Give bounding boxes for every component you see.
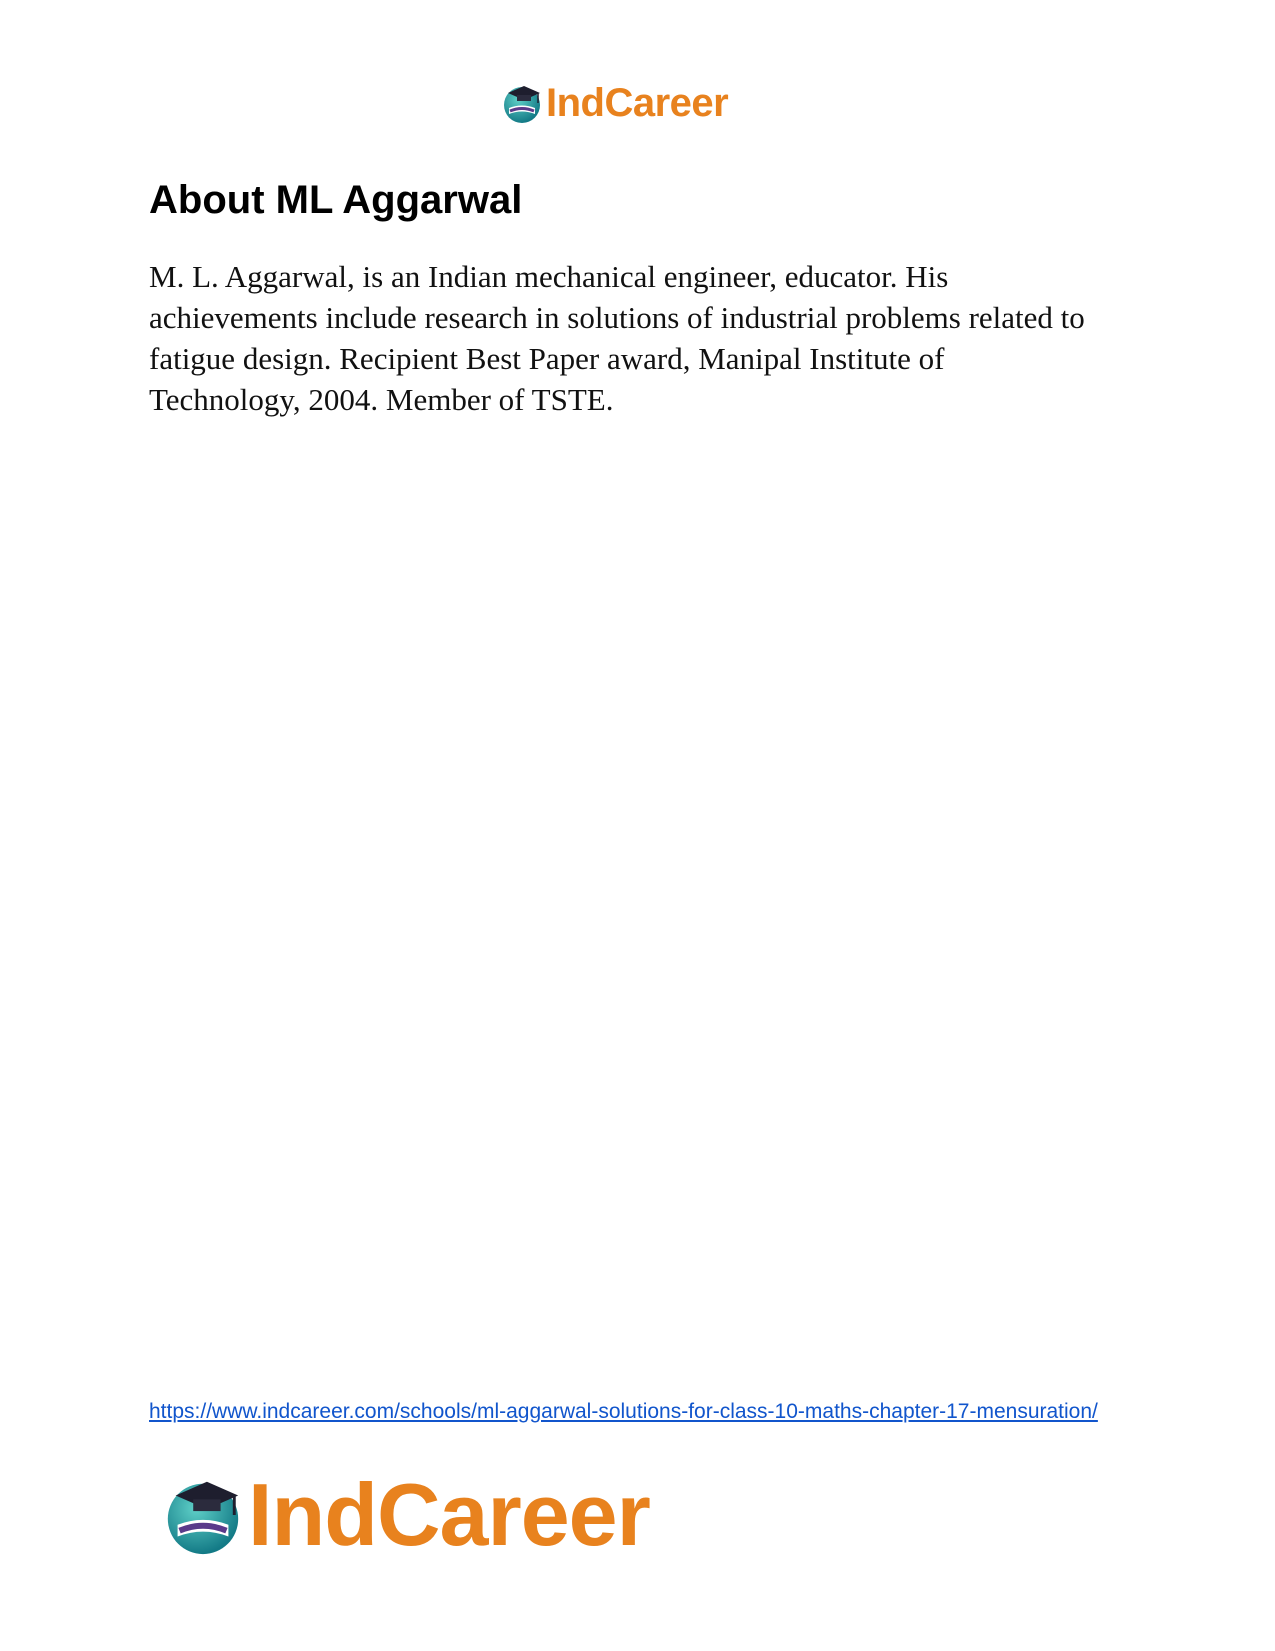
header-logo <box>500 78 728 128</box>
graduation-cap-book-globe-icon <box>160 1472 246 1558</box>
graduation-cap-book-globe-icon <box>500 81 544 125</box>
source-url-link[interactable]: https://www.indcareer.com/schools/ml-aggarwal-solutions-for-class-10-maths-chapter-17-mensuration/ <box>149 1400 1098 1423</box>
footer-logo-text: IndCareer <box>248 1465 650 1564</box>
author-bio-paragraph: M. L. Aggarwal, is an Indian mechanical engineer, educator. His achievements include research in solutions of industrial problems related to fatigue design. Recipient Best Paper award, Manipal Institute of Technology, 2004. Member of TSTE. <box>149 259 1085 417</box>
page-heading: About ML Aggarwal <box>149 178 523 222</box>
footer-logo <box>160 1465 650 1564</box>
header-logo-text: IndCareer <box>546 81 729 125</box>
